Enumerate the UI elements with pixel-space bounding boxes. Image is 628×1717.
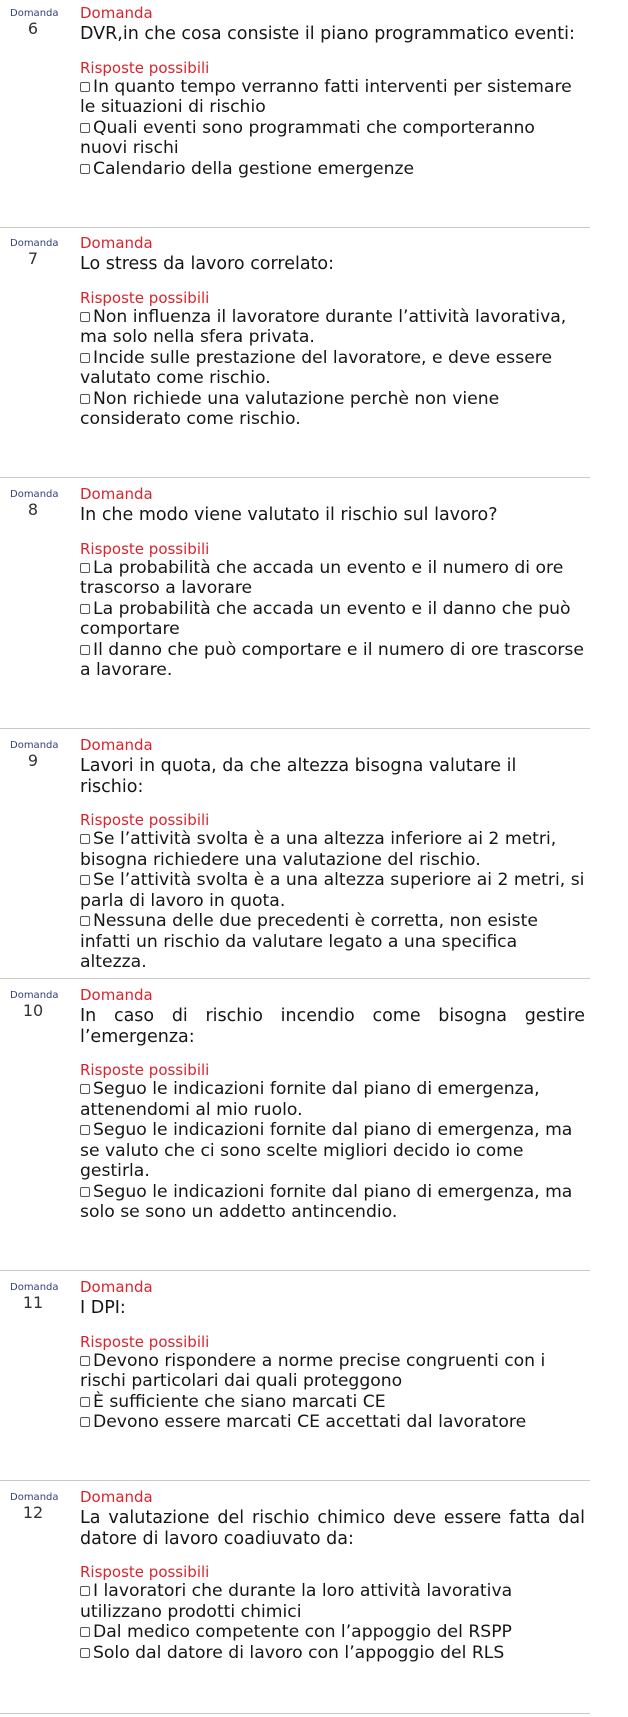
question-text: In caso di rischio incendio come bisogna gestire l’emergenza: bbox=[80, 1006, 585, 1047]
question-heading: Domanda bbox=[80, 4, 153, 22]
question-label-small: Domanda bbox=[10, 238, 59, 249]
question-number: 9 bbox=[27, 751, 39, 770]
answer-option[interactable] bbox=[80, 1392, 585, 1413]
question-label-small: Domanda bbox=[10, 990, 59, 1001]
answer-option[interactable] bbox=[80, 1622, 585, 1643]
question-number: 8 bbox=[27, 500, 39, 519]
checkbox-icon[interactable] bbox=[80, 394, 90, 404]
checkbox-icon[interactable] bbox=[80, 1648, 90, 1658]
answer-option[interactable] bbox=[80, 1581, 585, 1622]
checkbox-icon[interactable] bbox=[80, 834, 90, 844]
question-number-column bbox=[10, 1488, 59, 1522]
answer-text: Il danno che può comportare e il numero di ore trascorse a lavorare. bbox=[80, 639, 584, 680]
question-heading: Domanda bbox=[80, 986, 153, 1004]
answer-option[interactable] bbox=[80, 348, 585, 389]
answer-option[interactable] bbox=[80, 829, 585, 870]
question-content bbox=[80, 736, 585, 973]
checkbox-icon[interactable] bbox=[80, 563, 90, 573]
answer-text: È sufficiente che siano marcati CE bbox=[93, 1391, 386, 1412]
answers-heading: Risposte possibili bbox=[80, 288, 210, 307]
answer-option[interactable] bbox=[80, 389, 585, 430]
question-text: DVR,in che cosa consiste il piano programmatico eventi: bbox=[80, 24, 575, 44]
answer-option[interactable] bbox=[80, 870, 585, 911]
answer-text: Incide sulle prestazione del lavoratore, e deve essere valutato come rischio. bbox=[80, 347, 553, 388]
answer-text: Quali eventi sono programmati che comporteranno nuovi rischi bbox=[80, 117, 535, 158]
answer-option[interactable] bbox=[80, 640, 585, 681]
answer-text: Seguo le indicazioni fornite dal piano di emergenza, attenendomi al mio ruolo. bbox=[80, 1079, 540, 1120]
answer-option[interactable] bbox=[80, 911, 585, 973]
answer-text: Nessuna delle due precedenti è corretta, non esiste infatti un rischio da valutare legato a una specifica altezza. bbox=[80, 911, 538, 972]
checkbox-icon[interactable] bbox=[80, 1356, 90, 1366]
checkbox-icon[interactable] bbox=[80, 1084, 90, 1094]
answer-option[interactable] bbox=[80, 558, 585, 599]
checkbox-icon[interactable] bbox=[80, 1187, 90, 1197]
checkbox-icon[interactable] bbox=[80, 1397, 90, 1407]
answers-heading: Risposte possibili bbox=[80, 58, 210, 77]
answer-text: I lavoratori che durante la loro attività lavorativa utilizzano prodotti chimici bbox=[80, 1581, 513, 1622]
answer-text: Devono rispondere a norme precise congruenti con i rischi particolari dai quali proteggono bbox=[80, 1350, 546, 1391]
answer-option[interactable] bbox=[80, 118, 585, 159]
question-number-column bbox=[10, 234, 59, 268]
question-number-column bbox=[10, 1278, 59, 1312]
question-label-small: Domanda bbox=[10, 8, 59, 19]
question-number-column bbox=[10, 485, 59, 519]
answers-heading: Risposte possibili bbox=[80, 1061, 210, 1079]
question-text: I DPI: bbox=[80, 1298, 126, 1318]
checkbox-icon[interactable] bbox=[80, 645, 90, 655]
question-number: 10 bbox=[22, 1001, 44, 1020]
answer-text: Se l’attività svolta è a una altezza inferiore ai 2 metri, bisogna richiedere una valutazione del rischio. bbox=[80, 829, 557, 870]
answer-option[interactable] bbox=[80, 159, 585, 180]
answer-text: Non influenza il lavoratore durante l’attività lavorativa, ma solo nella sfera privata. bbox=[80, 306, 567, 347]
checkbox-icon[interactable] bbox=[80, 312, 90, 322]
question-content bbox=[80, 986, 585, 1223]
question-divider bbox=[0, 227, 590, 228]
question-divider bbox=[0, 728, 590, 729]
answer-option[interactable] bbox=[80, 1643, 585, 1664]
question-number: 11 bbox=[22, 1293, 44, 1312]
question-content bbox=[80, 4, 585, 179]
answer-text: Seguo le indicazioni fornite dal piano di emergenza, ma se valuto che ci sono scelte migliori decido io come gestirla. bbox=[80, 1120, 573, 1181]
answer-text: Se l’attività svolta è a una altezza superiore ai 2 metri, si parla di lavoro in quota. bbox=[80, 870, 585, 911]
answer-text: Devono essere marcati CE accettati dal lavoratore bbox=[93, 1412, 527, 1432]
question-heading: Domanda bbox=[80, 234, 153, 252]
question-heading: Domanda bbox=[80, 736, 153, 754]
question-divider bbox=[0, 1713, 590, 1714]
answer-text: Solo dal datore di lavoro con l’appoggio del RLS bbox=[93, 1642, 505, 1663]
checkbox-icon[interactable] bbox=[80, 82, 90, 92]
answer-option[interactable] bbox=[80, 1120, 585, 1182]
answer-option[interactable] bbox=[80, 1182, 585, 1223]
question-divider bbox=[0, 477, 590, 478]
answers-heading: Risposte possibili bbox=[80, 539, 210, 558]
answer-option[interactable] bbox=[80, 599, 585, 640]
answers-heading: Risposte possibili bbox=[80, 811, 210, 829]
answer-option[interactable] bbox=[80, 1412, 585, 1433]
question-content bbox=[80, 1488, 585, 1663]
question-heading: Domanda bbox=[80, 1488, 153, 1506]
answer-option[interactable] bbox=[80, 77, 585, 118]
answer-text: Non richiede una valutazione perchè non viene considerato come rischio. bbox=[80, 388, 500, 429]
question-content bbox=[80, 485, 585, 681]
question-label-small: Domanda bbox=[10, 1492, 59, 1503]
checkbox-icon[interactable] bbox=[80, 353, 90, 363]
question-number-column bbox=[10, 736, 59, 770]
checkbox-icon[interactable] bbox=[80, 1586, 90, 1596]
answer-text: In quanto tempo verranno fatti interventi per sistemare le situazioni di rischio bbox=[80, 76, 572, 117]
question-number: 12 bbox=[22, 1503, 44, 1522]
question-label-small: Domanda bbox=[10, 740, 59, 751]
answers-heading: Risposte possibili bbox=[80, 1563, 210, 1581]
question-divider bbox=[0, 1480, 590, 1481]
question-text: Lavori in quota, da che altezza bisogna valutare il rischio: bbox=[80, 756, 517, 797]
question-label-small: Domanda bbox=[10, 1282, 59, 1293]
checkbox-icon[interactable] bbox=[80, 916, 90, 926]
answer-text: La probabilità che accada un evento e il numero di ore trascorso a lavorare bbox=[80, 557, 564, 598]
answer-text: Calendario della gestione emergenze bbox=[93, 158, 415, 179]
checkbox-icon[interactable] bbox=[80, 123, 90, 133]
question-label-small: Domanda bbox=[10, 489, 59, 500]
question-content bbox=[80, 234, 585, 430]
checkbox-icon[interactable] bbox=[80, 1627, 90, 1637]
checkbox-icon[interactable] bbox=[80, 875, 90, 885]
question-number-column bbox=[10, 986, 59, 1020]
answer-option[interactable] bbox=[80, 1079, 585, 1120]
answer-text: Dal medico competente con l’appoggio del RSPP bbox=[93, 1622, 512, 1642]
answer-option[interactable] bbox=[80, 307, 585, 348]
checkbox-icon[interactable] bbox=[80, 1417, 90, 1427]
checkbox-icon[interactable] bbox=[80, 164, 90, 174]
question-text: La valutazione del rischio chimico deve essere fatta dal datore di lavoro coadiuvato da: bbox=[80, 1508, 585, 1549]
answer-text: Seguo le indicazioni fornite dal piano di emergenza, ma solo se sono un addetto antincendio. bbox=[80, 1181, 573, 1222]
question-number: 6 bbox=[27, 19, 39, 38]
question-text: Lo stress da lavoro correlato: bbox=[80, 254, 335, 274]
question-divider bbox=[0, 978, 590, 979]
answer-text: La probabilità che accada un evento e il danno che può comportare bbox=[80, 598, 571, 639]
checkbox-icon[interactable] bbox=[80, 1125, 90, 1135]
checkbox-icon[interactable] bbox=[80, 604, 90, 614]
question-heading: Domanda bbox=[80, 485, 153, 503]
question-number-column bbox=[10, 4, 59, 38]
question-heading: Domanda bbox=[80, 1278, 153, 1296]
question-divider bbox=[0, 1270, 590, 1271]
question-number: 7 bbox=[27, 249, 39, 268]
answer-option[interactable] bbox=[80, 1351, 585, 1392]
question-text: In che modo viene valutato il rischio sul lavoro? bbox=[80, 505, 498, 525]
answers-heading: Risposte possibili bbox=[80, 1332, 210, 1351]
question-content bbox=[80, 1278, 585, 1433]
